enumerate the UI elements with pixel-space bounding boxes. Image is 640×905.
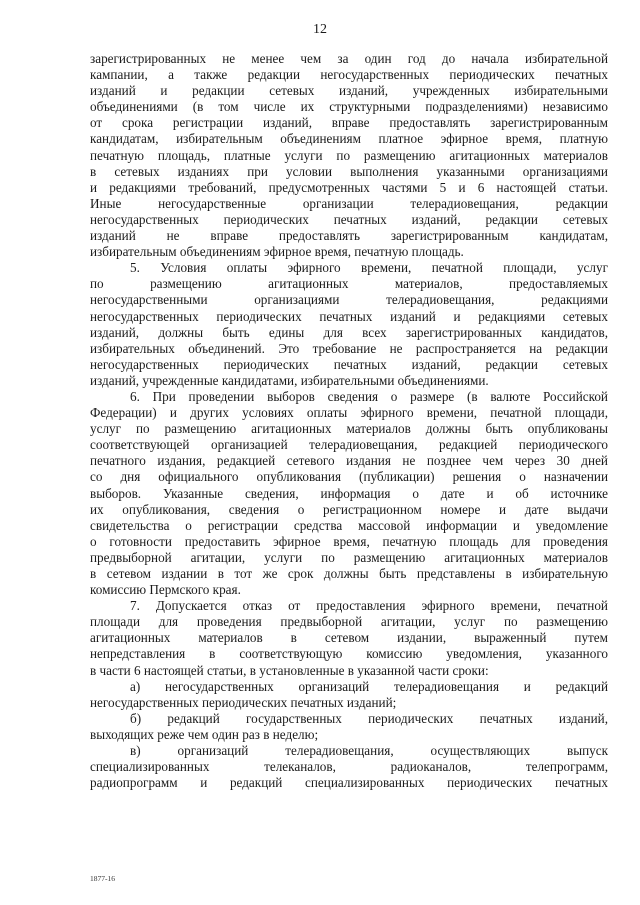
text-line: радиопрограмм и редакций специализированных периодических печатных (90, 775, 608, 791)
text-line: кандидатам, избирательным объединениям платное эфирное время, платную (90, 131, 608, 147)
text-line: специализированных телеканалов, радиоканалов, телепрограмм, (90, 759, 608, 775)
text-line: по размещению агитационных материалов, предоставляемых (90, 276, 608, 292)
page-number: 12 (313, 22, 327, 37)
document-footer-code: 1877-16 (90, 874, 115, 883)
text-line: изданий и редакции сетевых изданий, учрежденных избирательными (90, 83, 608, 99)
text-line: изданий, учрежденные кандидатами, избирательными объединениями. (90, 372, 489, 388)
text-line: 5. Условия оплаты эфирного времени, печатной площади, услуг (130, 260, 608, 276)
text-line: от срока регистрации изданий, вправе предоставлять зарегистрированным (90, 115, 608, 131)
text-line: кампании, а также редакции негосударственных периодических печатных (90, 67, 608, 83)
text-line: услуг по размещению агитационных материалов должны быть опубликованы (90, 421, 608, 437)
text-line: негосударственных периодических печатных изданий, редакции сетевых (90, 356, 608, 372)
text-line: соответствующей организацией телерадиовещания, редакцией периодического (90, 437, 608, 453)
text-line: в сетевых изданиях при условии выполнения указанными организациями (90, 163, 608, 179)
text-line: Федерации) и других условиях оплаты эфирного времени, печатной площади, (90, 405, 608, 421)
text-line: изданий, должны быть едины для всех зарегистрированных кандидатов, (90, 324, 608, 340)
text-line: комиссию Пермского края. (90, 582, 241, 598)
text-line: 6. При проведении выборов сведения о размере (в валюте Российской (130, 388, 608, 404)
text-line: негосударственных периодических печатных изданий, редакции сетевых (90, 211, 608, 227)
text-line: негосударственных периодических печатных изданий; (90, 694, 397, 710)
text-line: свидетельства о регистрации средства массовой информации и уведомление (90, 517, 608, 533)
text-line: зарегистрированных не менее чем за один год до начала избирательной (90, 51, 608, 66)
text-line: в) организаций телерадиовещания, осуществляющих выпуск (130, 743, 608, 759)
text-line: со дня официального опубликования (публикации) решения о назначении (90, 469, 608, 485)
text-line: б) редакций государственных периодических печатных изданий, (130, 710, 608, 726)
text-line: печатного издания, редакцией сетевого издания не позднее чем через 30 дней (90, 453, 608, 469)
text-line: в части 6 настоящей статьи, в установленные в указанной части сроки: (90, 662, 489, 678)
text-line: а) негосударственных организаций телерадиовещания и редакций (130, 678, 608, 694)
text-line: в сетевом издании в тот же срок должны быть представлены в избирательную (90, 566, 608, 581)
text-line: о готовности предоставить эфирное время, печатную площадь для проведения (90, 533, 608, 549)
text-line: негосударственными организациями телерадиовещания, редакциями (90, 292, 608, 308)
text-line: объединениями (в том числе их структурными подразделениями) независимо (90, 99, 608, 115)
text-line: площади для проведения предвыборной агитации, услуг по размещению (90, 614, 608, 630)
text-line: негосударственных периодических печатных изданий и редакциями сетевых (90, 308, 608, 324)
text-line: предвыборной агитации, услуги по размещению агитационных материалов (90, 549, 608, 565)
text-line: избирательных объединений. Это требование не распространяется на редакции (90, 340, 608, 356)
text-line: непредставления в соответствующую комиссию уведомления, указанного (90, 646, 608, 662)
text-line: агитационных материалов в сетевом издании, выраженный путем (90, 630, 608, 646)
text-line: изданий не вправе предоставлять зарегистрированным кандидатам, (90, 228, 608, 244)
text-line: выборов. Указанные сведения, информация о дате и об источнике (90, 485, 608, 501)
text-line: 7. Допускается отказ от предоставления эфирного времени, печатной (130, 598, 608, 614)
text-line: Иные негосударственные организации телерадиовещания, редакции (90, 195, 608, 211)
text-line: печатную площадь, платные услуги по размещению агитационных материалов (90, 147, 608, 163)
text-line: и редакциями требований, предусмотренных частями 5 и 6 настоящей статьи. (90, 179, 608, 195)
text-line: их опубликования, сведения о регистрационном номере и дате выдачи (90, 501, 608, 517)
text-line: выходящих реже чем один раз в неделю; (90, 726, 319, 742)
document-text-body (90, 51, 608, 791)
text-line: избирательным объединениям эфирное время, печатную площадь. (90, 244, 464, 260)
